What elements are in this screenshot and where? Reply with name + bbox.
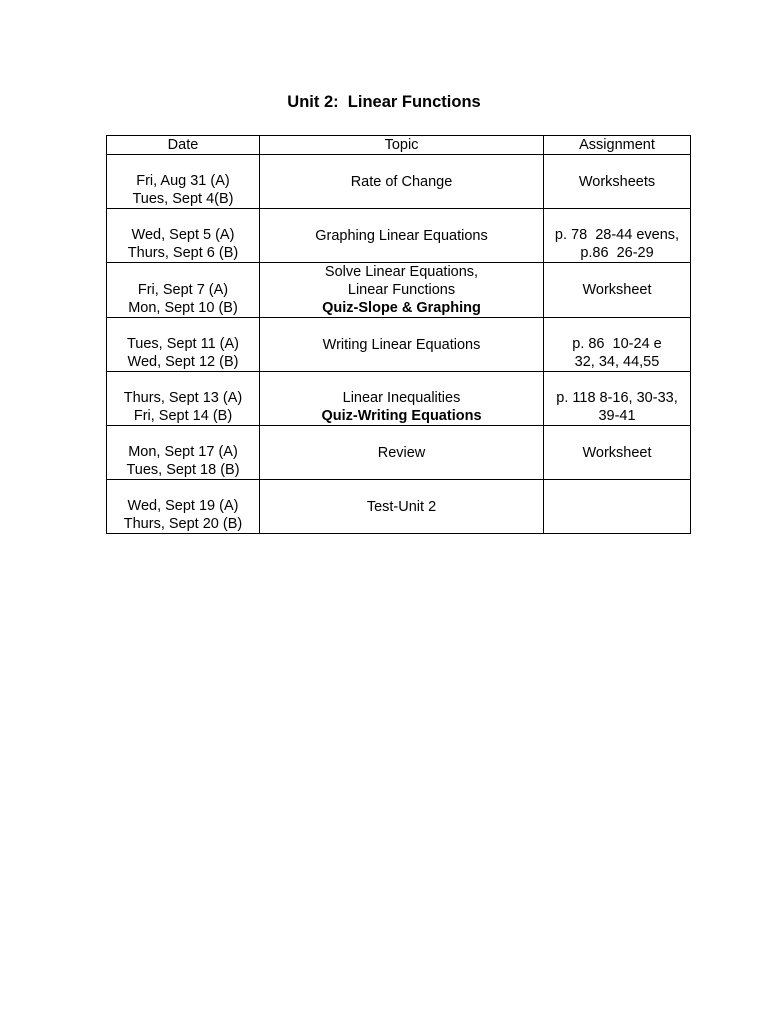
assignment-cell [544,426,691,480]
date-line: Fri, Sept 14 (B) [133,408,233,424]
table-row [107,426,691,480]
date-cell [107,372,260,426]
topic-cell [260,372,544,426]
table-header-row [107,136,691,155]
date-cell [107,209,260,263]
column-header-topic: Topic [260,136,544,155]
assignment-line: Worksheet [582,444,652,461]
topic-cell [260,426,544,480]
topic-cell [260,480,544,534]
column-header-assignment: Assignment [544,136,691,155]
topic-line: Test-Unit 2 [366,498,437,515]
topic-line: Rate of Change [350,173,453,190]
assignment-cell [544,372,691,426]
date-line: Thurs, Sept 6 (B) [127,245,239,261]
assignment-line: 39-41 [598,408,636,424]
assignment-line: p. 78 28-44 evens, [554,227,680,243]
topic-line: Review [377,444,426,461]
topic-line: Writing Linear Equations [322,336,481,353]
date-line: Fri, Aug 31 (A) [136,173,230,189]
column-header-date: Date [107,136,260,155]
quiz-label: Quiz-Writing Equations [321,408,482,424]
date-cell [107,426,260,480]
assignment-cell [544,480,691,534]
table-row [107,155,691,209]
table-row [107,318,691,372]
date-line: Wed, Sept 19 (A) [127,498,239,514]
topic-line: Graphing Linear Equations [315,227,488,244]
date-line: Mon, Sept 10 (B) [128,300,238,316]
assignment-cell [544,318,691,372]
date-line: Wed, Sept 5 (A) [131,227,235,243]
topic-cell [260,263,544,318]
date-line: Wed, Sept 12 (B) [127,354,239,370]
assignment-cell [544,263,691,318]
date-line: Thurs, Sept 13 (A) [123,390,243,406]
topic-cell [260,155,544,209]
table-row [107,372,691,426]
date-line: Tues, Sept 11 (A) [126,336,240,352]
assignment-line: Worksheet [582,282,652,298]
date-line: Fri, Sept 7 (A) [137,282,229,298]
assignment-cell [544,155,691,209]
assignment-line: p. 118 8-16, 30-33, [556,390,678,406]
quiz-label: Quiz-Slope & Graphing [322,300,481,316]
topic-line: Linear Inequalities [342,390,461,406]
date-line: Mon, Sept 17 (A) [128,444,238,460]
table-row [107,209,691,263]
date-cell [107,155,260,209]
topic-line: Linear Functions [347,282,456,298]
date-cell [107,263,260,318]
page-title: Unit 2: Linear Functions [287,93,481,111]
topic-cell [260,209,544,263]
date-line: Tues, Sept 4(B) [132,191,234,207]
assignment-line: p. 86 10-24 e [572,336,662,352]
table-row [107,480,691,534]
assignment-line: Worksheets [578,173,656,190]
topic-cell [260,318,544,372]
assignment-line: 32, 34, 44,55 [574,354,660,370]
topic-line: Solve Linear Equations, [324,264,479,280]
schedule-table [106,135,691,534]
table-row [107,263,691,318]
assignment-cell [544,209,691,263]
date-line: Thurs, Sept 20 (B) [123,516,243,532]
date-cell [107,480,260,534]
date-line: Tues, Sept 18 (B) [126,462,240,478]
date-cell [107,318,260,372]
assignment-line: p.86 26-29 [580,245,654,261]
